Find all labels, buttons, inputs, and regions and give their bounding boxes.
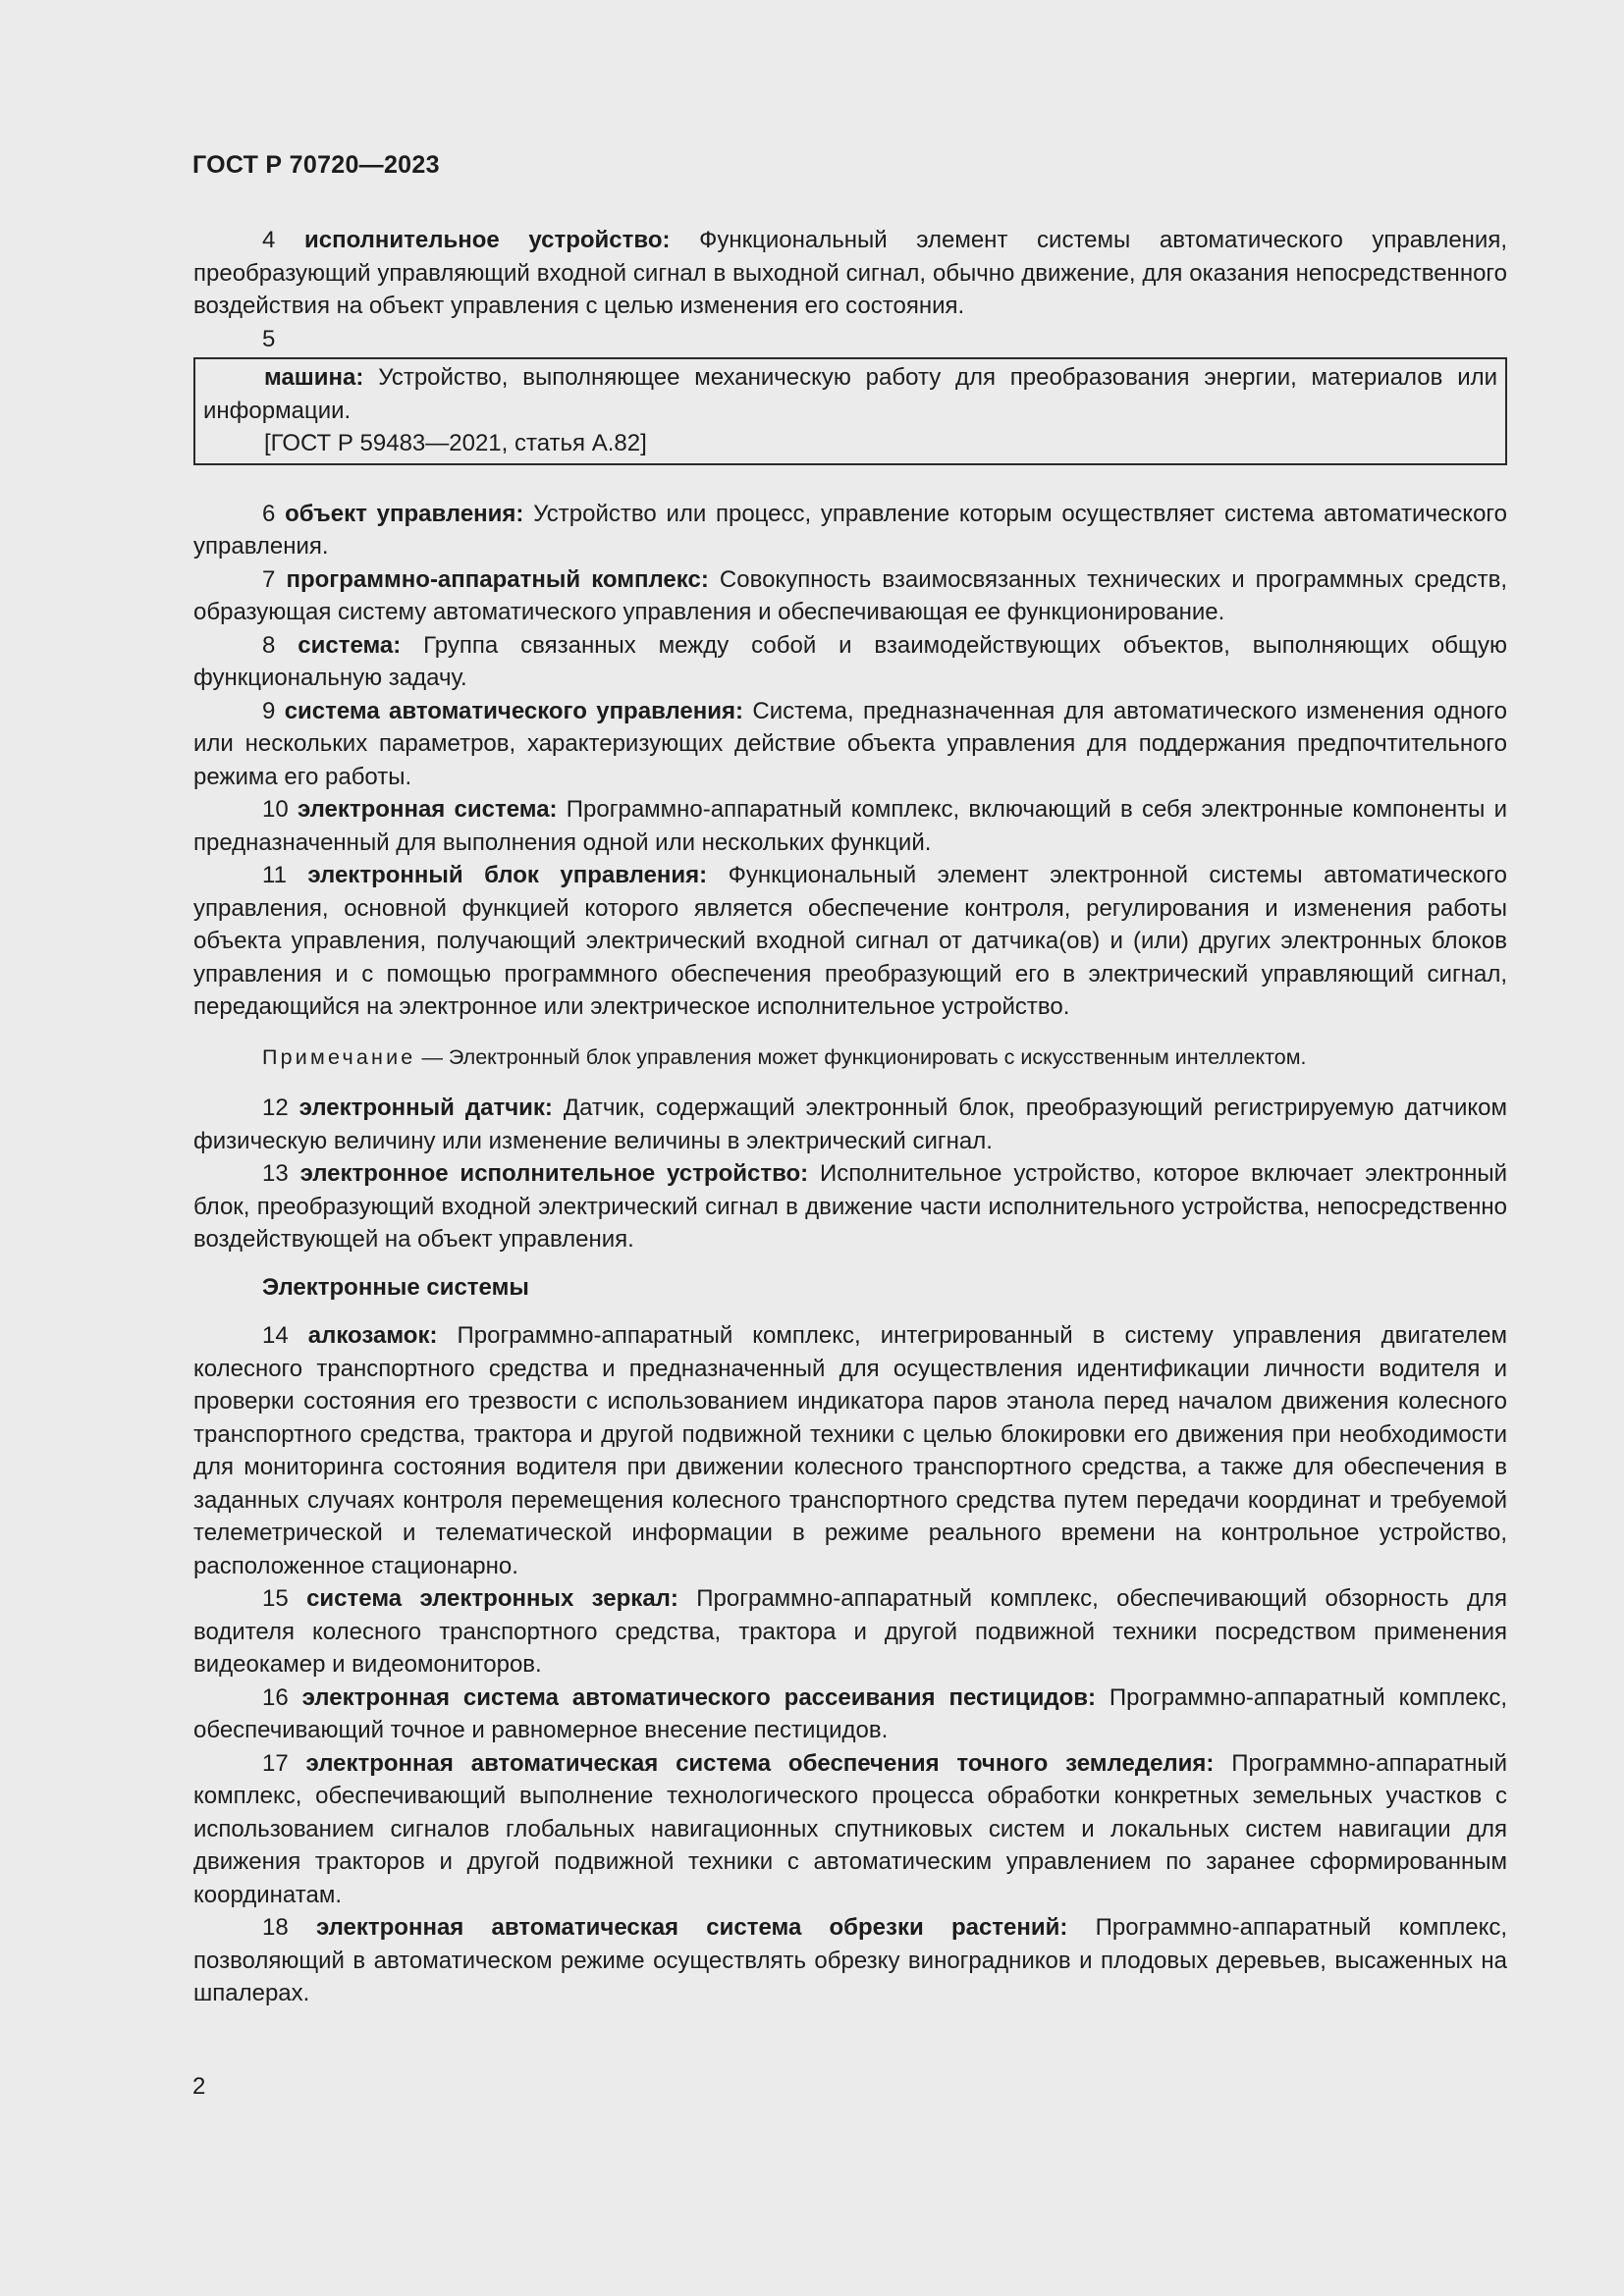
term-entry-7 [193,563,1507,629]
page-number: 2 [192,2073,206,2100]
entry-definition: Совокупность взаимосвязанных технических и программных средств, образующая систему автоматического управления и обеспечивающая ее функционирование. [193,565,1507,625]
entry-term: система автоматического управления: [284,697,744,724]
entry-definition: Программно-аппаратный комплекс, позволяющий в автоматическом режиме осуществлять обрезку виноградников и плодовых деревьев, высаженных на шпалерах. [193,1914,1508,2006]
term-entry-12 [193,1092,1507,1157]
entry-term: электронный датчик: [298,1095,553,1121]
entry-number: 4 [262,227,276,253]
note [193,1041,1507,1075]
entry-number: 14 [262,1322,289,1349]
entry-term: система: [298,631,402,659]
entry-number: 6 [262,500,276,527]
entry-term: электронная система автоматического рассеивания пестицидов: [301,1683,1096,1711]
entry-number: 18 [262,1914,289,1941]
entry-definition: Группа связанных между собой и взаимодействующих объектов, выполняющих общую функциональную задачу. [193,631,1507,691]
entry-definition: Программно-аппаратный комплекс, интегрированный в систему управления двигателем колесного транспортного средства и предназначенный для осуществления идентификации личности водителя и проверки состояния его трезвости с использованием индикатора паров этанола перед началом движения колесного транспортного средства, трактора и другой подвижной техники с целью блокировки его движения при необходимости для мониторинга состояния водителя при движении колесного транспортного средства, а также для обеспечения в заданных случаях контроля перемещения колесного транспортного средства путем передачи координат и требуемой телеметрической и телематической информации в режиме реального времени на контрольное устройство, расположенное стационарно. [193,1322,1508,1579]
term-entry-15 [193,1582,1507,1682]
entry-definition: Функциональный элемент системы автоматического управления, преобразующий управляющий входной сигнал в выходной сигнал, обычно движение, для оказания непосредственного воздействия на объект управления с целью изменения его состояния. [193,227,1507,319]
quoted-definition-box [193,357,1507,465]
entry-number: 9 [262,697,276,724]
entry-number: 16 [262,1683,289,1711]
entry-number: 11 [262,862,287,888]
note-text: — Электронный блок управления может функционировать с искусственным интеллектом. [421,1044,1307,1069]
term-entry-9 [193,695,1507,794]
entry-definition: Устройство или процесс, управление которым осуществляет система автоматического управления. [193,500,1507,560]
entry-definition: Программно-аппаратный комплекс, обеспечивающий точное и равномерное внесение пестицидов. [193,1683,1507,1743]
entry-term: электронная автоматическая система обрезки растений: [315,1914,1068,1941]
entry-term: объект управления: [285,500,524,527]
entry-term: электронный блок управления: [307,862,708,888]
entry-term: система электронных зеркал: [306,1585,678,1612]
entry-definition: Устройство, выполняющее механическую работу для преобразования энергии, материалов или информации. [203,364,1498,424]
entry-number: 8 [262,631,276,659]
section-title: Электронные системы [262,1273,529,1301]
term-entry-6 [193,498,1507,563]
entry-term: программно-аппаратный комплекс: [286,565,709,593]
term-entry-8 [193,629,1507,695]
entry-number: 15 [262,1585,289,1612]
source-reference: [ГОСТ Р 59483—2021, статья А.82] [264,430,647,456]
entry-definition: Датчик, содержащий электронный блок, преобразующий регистрируемую датчиком физическую величину или изменение величины в электрический сигнал. [193,1095,1507,1154]
entry-definition: Программно-аппаратный комплекс, обеспечивающий выполнение технологического процесса обработки конкретных земельных участков с использованием сигналов глобальных навигационных спутниковых систем и локальных систем навигации для движения тракторов и другой подвижной техники с автоматическим управлением по заранее сформированным координатам. [193,1749,1507,1908]
entry-definition: Программно-аппаратный комплекс, обеспечивающий обзорность для водителя колесного транспортного средства, трактора и другой подвижной техники посредством применения видеокамер и видеомониторов. [193,1585,1508,1678]
entry-term: электронная система: [297,796,558,823]
term-entry-5-number: 5 [262,325,276,352]
entry-number: 12 [262,1095,289,1121]
term-entry-13 [193,1157,1507,1256]
entry-definition: Функциональный элемент электронной системы автоматического управления, основной функцией которого является обеспечение контроля, регулирования и изменения работы объекта управления, получающий электрический входной сигнал от датчика(ов) и (или) других электронных блоков управления и с помощью программного обеспечения преобразующий его в электрический управляющий сигнал, передающийся на электронное или электрическое исполнительное устройство. [193,862,1507,1020]
term-entry-4 [193,224,1507,323]
entry-term: исполнительное устройство: [303,227,671,253]
entry-definition: Система, предназначенная для автоматического изменения одного или нескольких параметров, характеризующих действие объекта управления для поддержания предпочтительного режима его работы. [193,697,1507,790]
term-entry-10 [193,793,1507,859]
document-body [193,224,1507,2010]
term-entry-11 [193,859,1507,1024]
entry-definition: Программно-аппаратный комплекс, включающий в себя электронные компоненты и предназначенный для выполнения одной или нескольких функций. [193,796,1508,856]
entry-number: 10 [262,796,289,823]
term-entry-17 [193,1747,1507,1912]
term-entry-18 [193,1911,1507,2010]
entry-definition: Исполнительное устройство, которое включает электронный блок, преобразующий входной электрический сигнал в движение части исполнительного устройства, непосредственно воздействующей на объект управления. [193,1160,1508,1253]
term-entry-14 [193,1319,1507,1582]
document-id-header: ГОСТ Р 70720—2023 [192,151,440,179]
term-entry-5 [203,361,1497,427]
entry-term: электронная автоматическая система обеспечения точного земледелия: [305,1749,1215,1777]
entry-number: 17 [262,1749,289,1777]
note-label: Примечание [262,1044,416,1069]
entry-number: 13 [262,1160,289,1187]
entry-term: электронное исполнительное устройство: [299,1160,809,1187]
entry-number: 7 [262,565,276,593]
entry-term: алкозамок: [307,1322,438,1349]
term-entry-16 [193,1682,1507,1747]
entry-term: машина: [264,364,364,391]
